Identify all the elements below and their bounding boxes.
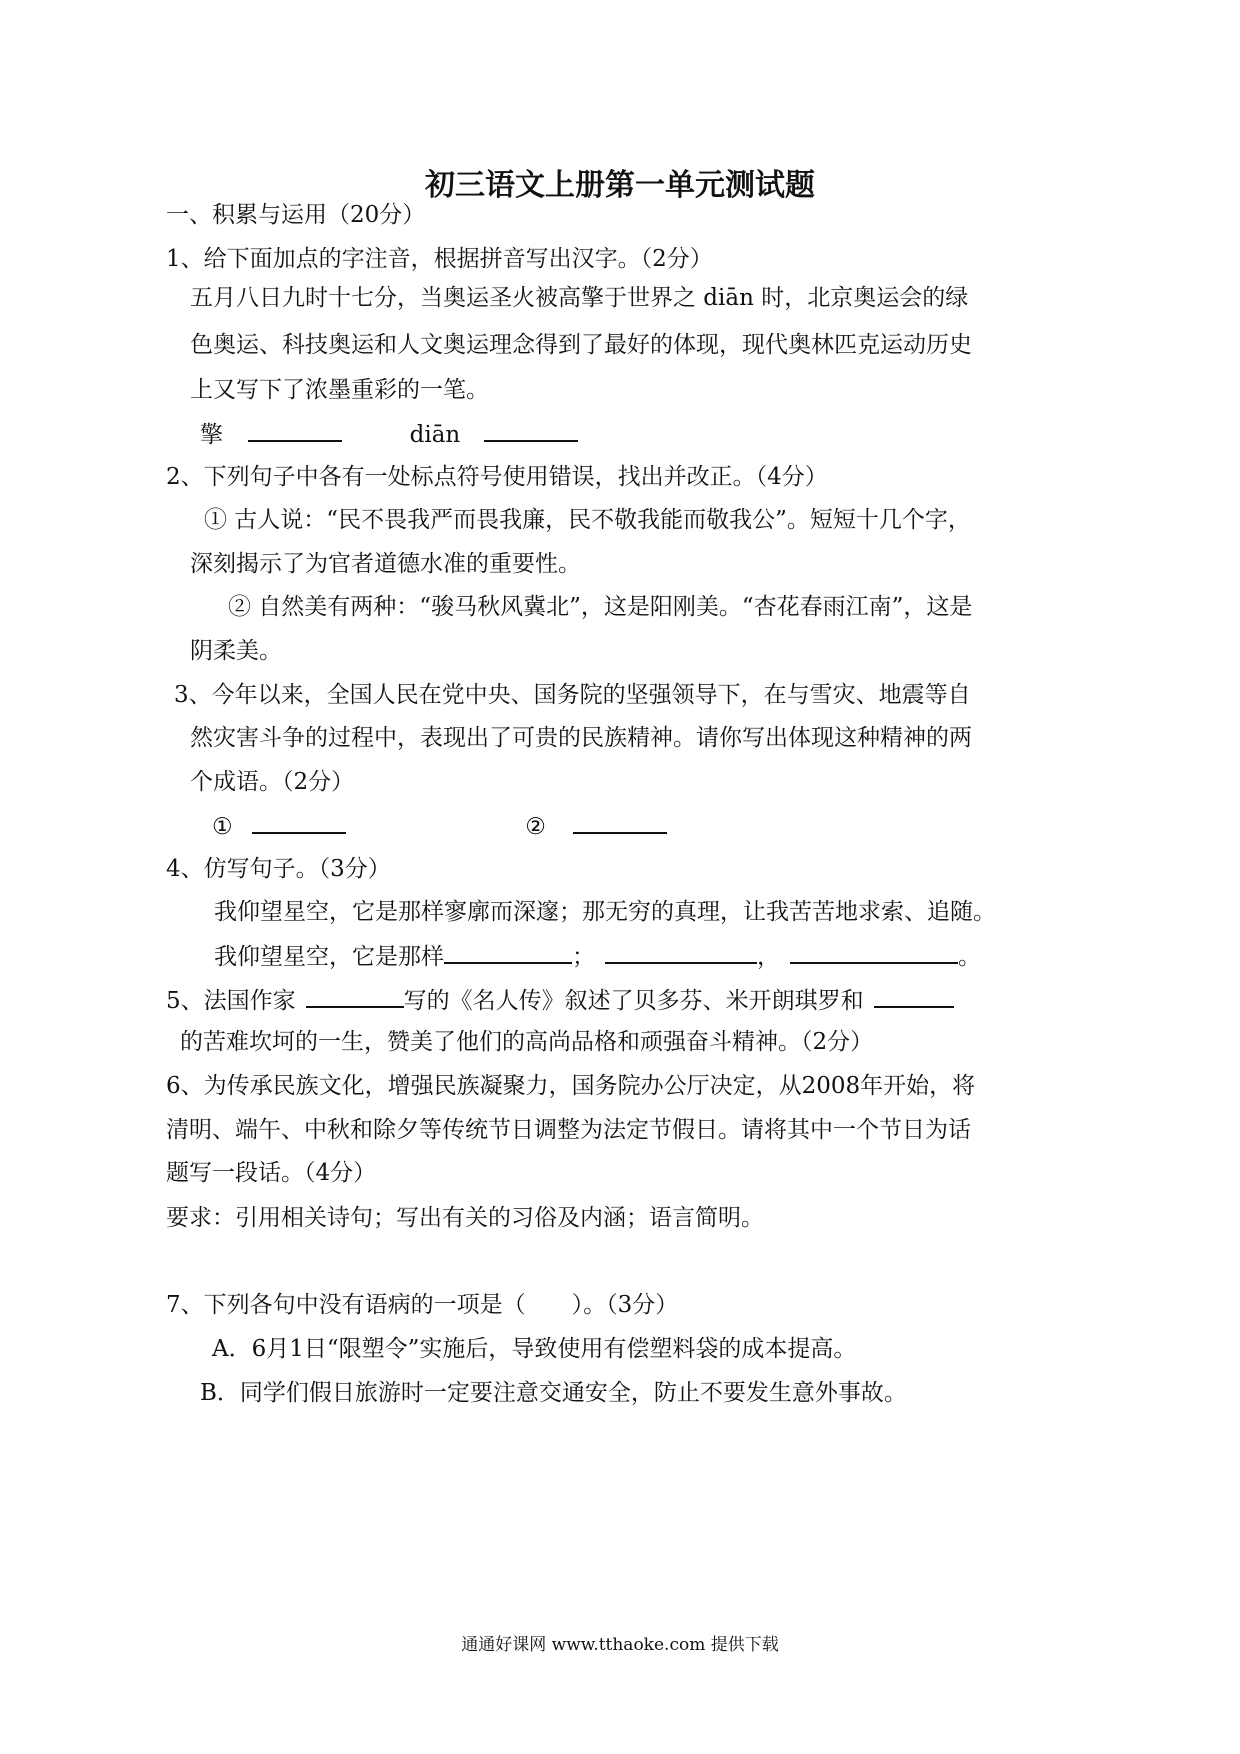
question-3-line-3: 个成语。（2分） [190,769,355,795]
question-1-passage-line-1: 五月八日九时十七分，当奥运圣火被高擎于世界之 diān 时，北京奥运会的绿 [190,285,969,311]
answer-number-2: ② [525,814,546,840]
page-title: 初三语文上册第一单元测试题 [425,168,815,203]
question-7-stem: 7、下列各句中没有语病的一项是（ ）。（3分） [166,1292,679,1318]
question-6-line-2: 清明、端午、中秋和除夕等传统节日调整为法定节假日。请将其中一个节日为话 [166,1117,971,1143]
answer-blank-qing[interactable] [248,418,342,442]
idiom-blank-2[interactable] [573,810,667,834]
answer-blank-dian[interactable] [484,418,578,442]
imitation-blank-3[interactable] [790,940,958,964]
question-2-sentence-1-line-2: 深刻揭示了为官者道德水准的重要性。 [190,551,581,577]
question-7-option-b: B．同学们假日旅游时一定要注意交通安全，防止不要发生意外事故。 [200,1380,907,1406]
imitation-blank-1[interactable] [444,940,572,964]
section-heading: 一、积累与运用（20分） [166,202,426,228]
imitation-blank-2[interactable] [605,940,757,964]
question-5-line-1 [166,984,954,1016]
page-footer: 通通好课网 www.tthaoke.com 提供下载 [461,1635,779,1655]
question-5-part-b: 写的《名人传》叙述了贝多芬、米开朗琪罗和 [403,988,864,1014]
question-6-line-3: 题写一段话。（4分） [166,1160,377,1186]
question-1-passage-line-2: 色奥运、科技奥运和人文奥运理念得到了最好的体现，现代奥林匹克运动历史 [190,332,972,358]
author-blank[interactable] [306,984,404,1008]
question-1-answer-row [200,418,578,450]
answer-label-dian: diān [409,422,461,448]
question-3-answer-row [212,810,667,842]
question-4-example: 我仰望星空，它是那样寥廓而深邃；那无穷的真理，让我苦苦地求索、追随。 [214,899,996,925]
question-1-stem: 1、给下面加点的字注音，根据拼音写出汉字。（2分） [166,246,713,272]
question-2-sentence-2-line-2: 阴柔美。 [190,638,282,664]
answer-label-qing: 擎 [200,422,223,448]
question-2-sentence-1-line-1: ① 古人说：“民不畏我严而畏我廉，民不敬我能而敬我公”。短短十几个字， [204,507,971,533]
imitation-lead: 我仰望星空，它是那样 [214,944,444,970]
person-blank[interactable] [874,984,954,1008]
question-1-passage-line-3: 上又写下了浓墨重彩的一笔。 [190,377,489,403]
idiom-blank-1[interactable] [252,810,346,834]
question-5-part-a: 5、法国作家 [166,988,296,1014]
question-4-answer-row [214,940,981,972]
question-4-stem: 4、仿写句子。（3分） [166,856,391,882]
imitation-separator-2: ， [757,944,780,970]
question-6-line-1: 6、为传承民族文化，增强民族凝聚力，国务院办公厅决定，从2008年开始，将 [166,1073,976,1099]
imitation-separator-1: ； [572,944,595,970]
question-5-line-2: 的苦难坎坷的一生，赞美了他们的高尚品格和顽强奋斗精神。（2分） [180,1029,874,1055]
imitation-end: 。 [958,944,981,970]
answer-number-1: ① [212,814,233,840]
question-7-option-a: A．6月1日“限塑令”实施后，导致使用有偿塑料袋的成本提高。 [212,1336,857,1362]
question-6-requirements: 要求：引用相关诗句；写出有关的习俗及内涵；语言简明。 [166,1205,764,1231]
question-2-sentence-2-line-1: ② 自然美有两种：“骏马秋风冀北”，这是阳刚美。“杏花春雨江南”，这是 [228,594,973,620]
question-3-line-2: 然灾害斗争的过程中，表现出了可贵的民族精神。请你写出体现这种精神的两 [190,725,972,751]
question-3-line-1: 3、今年以来，全国人民在党中央、国务院的坚强领导下，在与雪灾、地震等自 [174,682,971,708]
question-2-stem: 2、下列句子中各有一处标点符号使用错误，找出并改正。（4分） [166,464,828,490]
